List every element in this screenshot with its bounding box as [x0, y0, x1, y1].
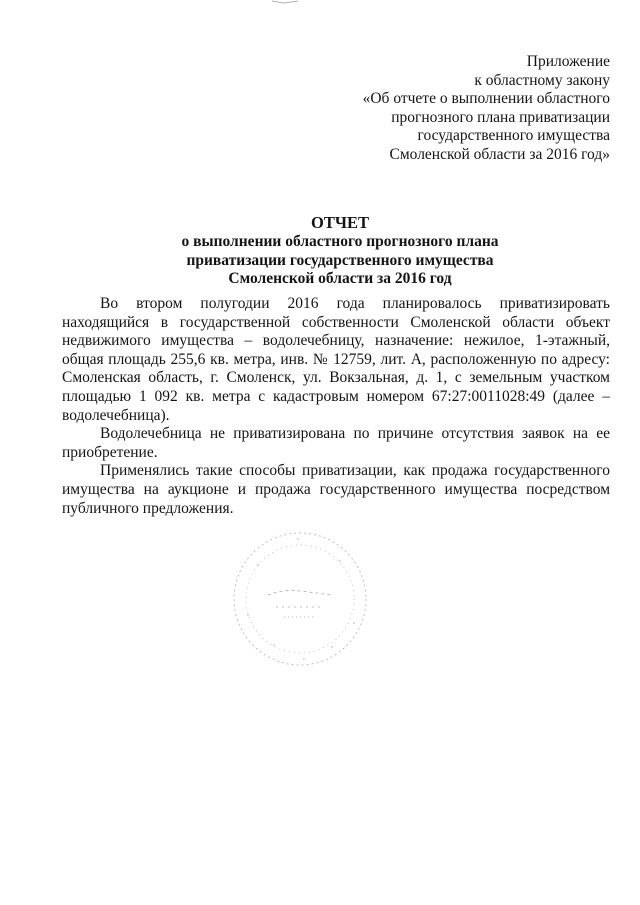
document-body [62, 295, 610, 518]
body-paragraph: Во втором полугодии 2016 года планировалось приватизировать находящийся в государственной собственности Смоленской области объект недвижимого имущества – водолечебницу, назначение: нежилое, 1-этажный, общая площадь 255,6 кв. метра, инв. № 12759, лит. А, расположенную по адресу: Смоленская область, г. Смоленск, ул. Вокзальная, д. 1, с земельным участком площадью 1 092 кв. метра с кадастровым номером 67:27:0011028:49 (далее – водолечебница). [62, 295, 610, 424]
document-title [120, 214, 560, 289]
annex-line: «Об отчете о выполнении областного [362, 90, 610, 108]
annex-header [330, 53, 610, 165]
title-line: о выполнении областного прогнозного плана [181, 232, 499, 250]
annex-line: государственного имущества [417, 127, 610, 145]
annex-line: Приложение [526, 53, 610, 70]
title-line: Смоленской области за 2016 год [228, 270, 452, 288]
annex-line: к областному закону [474, 71, 610, 89]
scan-artifact-mark [270, 0, 300, 6]
faded-seal-stamp-icon [228, 525, 378, 670]
title-main: ОТЧЕТ [311, 213, 369, 232]
annex-line: прогнозного плана приватизации [391, 108, 610, 126]
body-paragraph: Водолечебница не приватизирована по причине отсутствия заявок на ее приобретение. [62, 425, 610, 461]
title-line: приватизации государственного имущества [186, 251, 494, 269]
body-paragraph: Применялись такие способы приватизации, как продажа государственного имущества на аукционе и продажа государственного имущества посредством публичного предложения. [62, 462, 610, 517]
annex-line: Смоленской области за 2016 год» [389, 145, 610, 163]
